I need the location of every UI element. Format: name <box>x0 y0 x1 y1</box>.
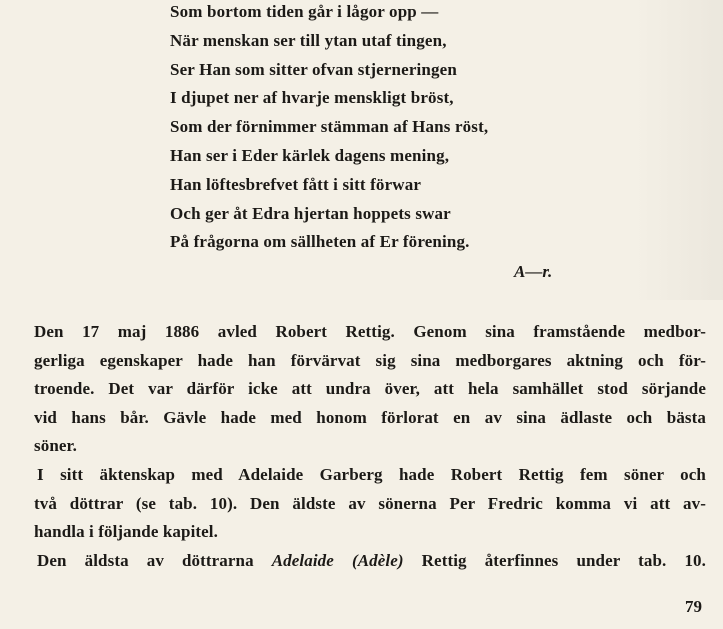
prose-line: gerliga egenskaper hade han förvärvat sig sina medborgares aktning och för- <box>34 350 706 370</box>
prose-body <box>34 318 706 575</box>
prose-line: två döttrar (se tab. 10). Den äldste av sönerna Per Fredric komma vi att av- <box>34 493 706 513</box>
page-bleed-through <box>633 0 723 300</box>
poem-line: Han ser i Eder kärlek dagens mening, <box>170 145 450 165</box>
prose-line: vid hans bår. Gävle hade med honom förlorat en av sina ädlaste och bästa <box>34 407 706 427</box>
poem-line: Han löftesbrefvet fått i sitt förwar <box>170 174 422 194</box>
prose-text: Den äldsta av döttrarna <box>37 550 272 570</box>
prose-line: I sitt äktenskap med Adelaide Garberg hade Robert Rettig fem söner och <box>37 464 706 484</box>
page-number: 79 <box>685 597 702 616</box>
poem-line: När menskan ser till ytan utaf tingen, <box>170 30 447 50</box>
poem-line: Som bortom tiden går i lågor opp — <box>170 2 439 21</box>
poem-stanza <box>170 0 590 257</box>
person-name: Adelaide (Adèle) <box>271 550 404 570</box>
prose-line-with-name <box>34 547 706 576</box>
poem-line: I djupet ner af hvarje menskligt bröst, <box>170 88 454 108</box>
poem-line: Ser Han som sitter ofvan stjerneringen <box>170 59 457 79</box>
poem-signature: A—r. <box>514 262 553 281</box>
prose-line: handla i följande kapitel. <box>34 522 218 542</box>
prose-line: Den 17 maj 1886 avled Robert Rettig. Genom sina framstående medbor- <box>34 322 706 341</box>
poem-line: Och ger åt Edra hjertan hoppets swar <box>170 203 451 223</box>
prose-text: Rettig återfinnes under tab. 10. <box>403 550 706 570</box>
prose-line: söner. <box>34 436 77 456</box>
poem-line: Som der förnimmer stämman af Hans röst, <box>170 117 489 137</box>
poem-line: På frågorna om sällheten af Er förening. <box>170 232 470 252</box>
prose-line: troende. Det var därför icke att undra över, att hela samhället stod sörjande <box>34 379 706 399</box>
